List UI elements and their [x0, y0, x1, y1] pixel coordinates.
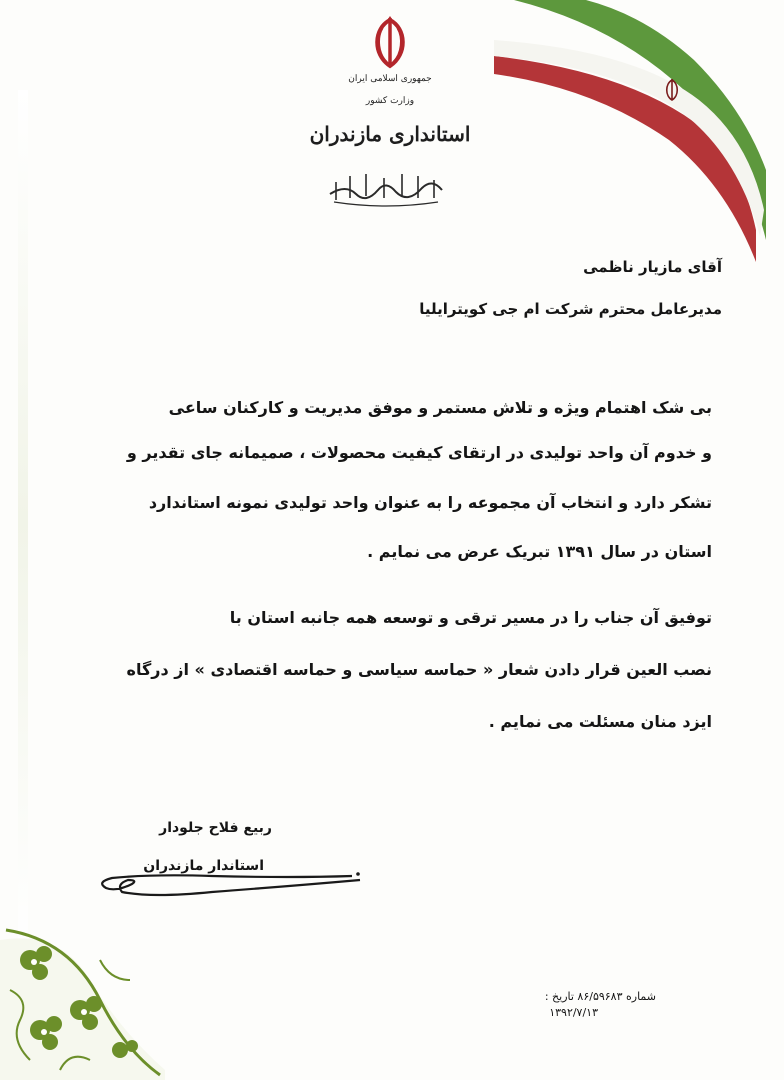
- reference-date: ۱۳۹۲/۷/۱۳: [549, 1006, 598, 1019]
- body-line: استان در سال ۱۳۹۱ تبریک عرض می نمایم .: [367, 542, 712, 561]
- emblem-icon: [360, 16, 420, 72]
- body-line: توفیق آن جناب را در مسیر ترقی و توسعه همه جانبه استان با: [229, 608, 712, 627]
- signer-name: ربیع فلاح جلودار: [159, 820, 272, 836]
- body-line: نصب العین قرار دادن شعار « حماسه سیاسی و حماسه اقتصادی » از درگاه: [126, 660, 712, 679]
- office-title: استانداری مازندران: [309, 122, 471, 146]
- body-line: بی شک اهتمام ویژه و تلاش مستمر و موفق مدیریت و کارکنان ساعی: [168, 398, 712, 417]
- reference-number: شماره ۸۶/۵۹۶۸۳ تاریخ :: [544, 990, 656, 1003]
- letterhead: [290, 14, 490, 204]
- handwritten-signature: [92, 862, 372, 902]
- addressee-name: آقای مازیار ناظمی: [583, 258, 722, 276]
- body-line: ایزد منان مسئلت می نمایم .: [488, 712, 712, 731]
- body-line: تشکر دارد و انتخاب آن مجموعه را به عنوان واحد تولیدی نمونه استاندارد: [148, 493, 712, 512]
- bismillah-calligraphy: [326, 160, 446, 208]
- body-line: و خدوم آن واحد تولیدی در ارتقای کیفیت محصولات ، صمیمانه جای تقدیر و: [126, 443, 712, 462]
- page-edge-tint: [18, 90, 28, 950]
- flag-ribbon: [494, 0, 784, 300]
- corner-ornament: [0, 900, 170, 1080]
- signer-title: استاندار مازندران: [143, 858, 264, 874]
- republic-label: جمهوری اسلامی ایران: [348, 74, 432, 84]
- addressee-title: مدیرعامل محترم شرکت ام جی کویترایلیا: [419, 300, 722, 318]
- ministry-label: وزارت کشور: [365, 96, 415, 106]
